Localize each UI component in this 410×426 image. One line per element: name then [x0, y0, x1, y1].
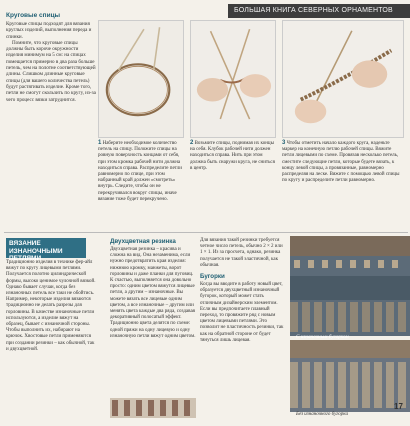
- step-3-text: Чтобы отметить начало каждого круга, наденьте маркер на конечную петлю рабочей спицы. Вяжите петли лицевыми по схеме. Провязав несколько петель, сместите следующие петли, которые будете вязать, к концу левой спицы, а провязанные, равномерно распределяя на леске. Вяжите с помощью левой спицы по кругу и распределите петли равномерно.: [282, 141, 400, 184]
- step-3-number: 3: [282, 140, 286, 146]
- purl-text-column: [6, 260, 96, 353]
- knit-caption-without-bump: Без изнаночного бугорка: [296, 412, 348, 417]
- circular-heading: Круговые спицы: [6, 12, 61, 19]
- step-1-number: 1: [98, 140, 102, 146]
- step-1-caption: [98, 140, 184, 203]
- swatch-icon: [110, 398, 196, 418]
- purl-section-title: ВЯЗАНИЕ ИЗНАНОЧНЫМИ ПЕТЛЯМИ: [6, 238, 86, 258]
- bumps-heading: Бугорки: [200, 273, 225, 281]
- circular-needles-text: [6, 12, 96, 103]
- ribbing-pattern-icon: [290, 340, 410, 412]
- page-number: 17: [394, 402, 403, 411]
- knit-photo-with-bump: [290, 236, 410, 336]
- twocolor-column: [110, 238, 196, 340]
- running-header: БОЛЬШАЯ КНИГА СЕВЕРНЫХ ОРНАМЕНТОВ: [228, 4, 410, 18]
- right-paragraph-1: Для вязания такой резинки требуется четное число петель, обычно 2 × 2 или 1 × 1. Из за просчета, однако, резинка получается не такой эластичной, как обычная.: [200, 238, 283, 268]
- photo-step-3: [282, 20, 404, 138]
- circular-paragraph-2: Помните, что круговые спицы должны быть короче окружности изделия минимум на 5 см: на спицах помещается примерно в два раза больше петель, чем на полотне соответствующей длины. Слишком длинные круговые спицы (для вашего количества петель) будут растягивать изделие. Кроме того, петли не смогут скользить по кругу, из-за чего процесс вязки затруднится.: [6, 39, 96, 103]
- ribbing-swatch: [110, 398, 196, 418]
- purl-paragraph: Традиционно изделия в технике фер-айл вяжут по кругу лицевыми петлями. Получается полотно цилиндрической формы, высоко ценимое чулочной вязкой. Однако бывает случаи, когда без изнаночных петель все таки не обойтись. Например, некоторые изделия вязаются традиционно не делать разрезы для горловины. В качестве изнаночные петли используются, а изделие вяжут на образец, бывает с изнаночной стороны. Чтобы выполнить их, набирают на крючок. Хвостовые петли применяются при создании резинки – как обычной, так и двухцветной.: [6, 260, 96, 352]
- step-2-text: Возьмите спицы, поднимая их концы на себя. Клубок рабочей нити должен находиться справа. Нить при этом должна быть снаружи круга, не сниться в центр.: [190, 141, 275, 171]
- hands-needles-icon: [191, 21, 275, 137]
- step-2-caption: [190, 140, 276, 172]
- step-2-number: 2: [190, 140, 194, 146]
- knit-pattern-icon: [290, 236, 410, 336]
- step-1-text: Наберите необходимое количество петель на спицу. Положите спицы на ровную поверхность концами от себя, при этом кромка рабочей нити должна находиться справа. Распределите петли равномерно по спице, при этом набранный край должен «смотреть» внутрь. Следите, чтобы он не перекручивался вокруг спицы, иначе вязание тоже будет перекручено.: [98, 141, 182, 202]
- section-divider: [4, 232, 408, 233]
- photo-step-1: [98, 20, 184, 138]
- twocolor-heading: Двухцветная резинка: [110, 238, 176, 245]
- twocolor-paragraph: Двухцветная резинка – красива и сложна на вид. Она незаменима, если нужно предотвратить края изделия: нижнюю кромку, манжеты, ворот горловины и даже планки для пуговиц. К счастью, выполняется она довольно просто: одним цветом вяжутся лицевые петли, а другим – изнаночные. Вы можете вязать все лицевые одним цветом, а все изнаночные – другим или менять цвета каждые два ряда, создавая декоративный полосатый эффект. Традиционно цвета делятся по схеме: одной пряжи на одну лицевую и одну изнаночную петли вяжут одним цветом.: [110, 247, 196, 339]
- step-3-caption: [282, 140, 404, 184]
- circular-paragraph-1: Круговые спицы подходят для вязания круглых изделий, выполнения переда и спинки.: [6, 21, 92, 40]
- knit-caption-with-bump: С изнаночным бугорком: [296, 334, 349, 340]
- knit-photo-without-bump: [290, 340, 410, 412]
- right-text-column: [200, 238, 286, 344]
- knitting-circular-icon: [283, 21, 403, 137]
- photo-step-2: [190, 20, 276, 138]
- circular-needle-loop-icon: [99, 21, 183, 137]
- bumps-paragraph: Когда вы вводите в работу новый цвет, образуется двухцветный изнаночный бугорок, который может стать отличным дизайнерским элементом. Если вы предпочитаете плавный переход, то провяжите ряд с новым цветом лицевыми петлями. Это позволит не пластичность резинки, так как на обратной стороне от будет тянуться лишь лицевая.: [200, 282, 284, 343]
